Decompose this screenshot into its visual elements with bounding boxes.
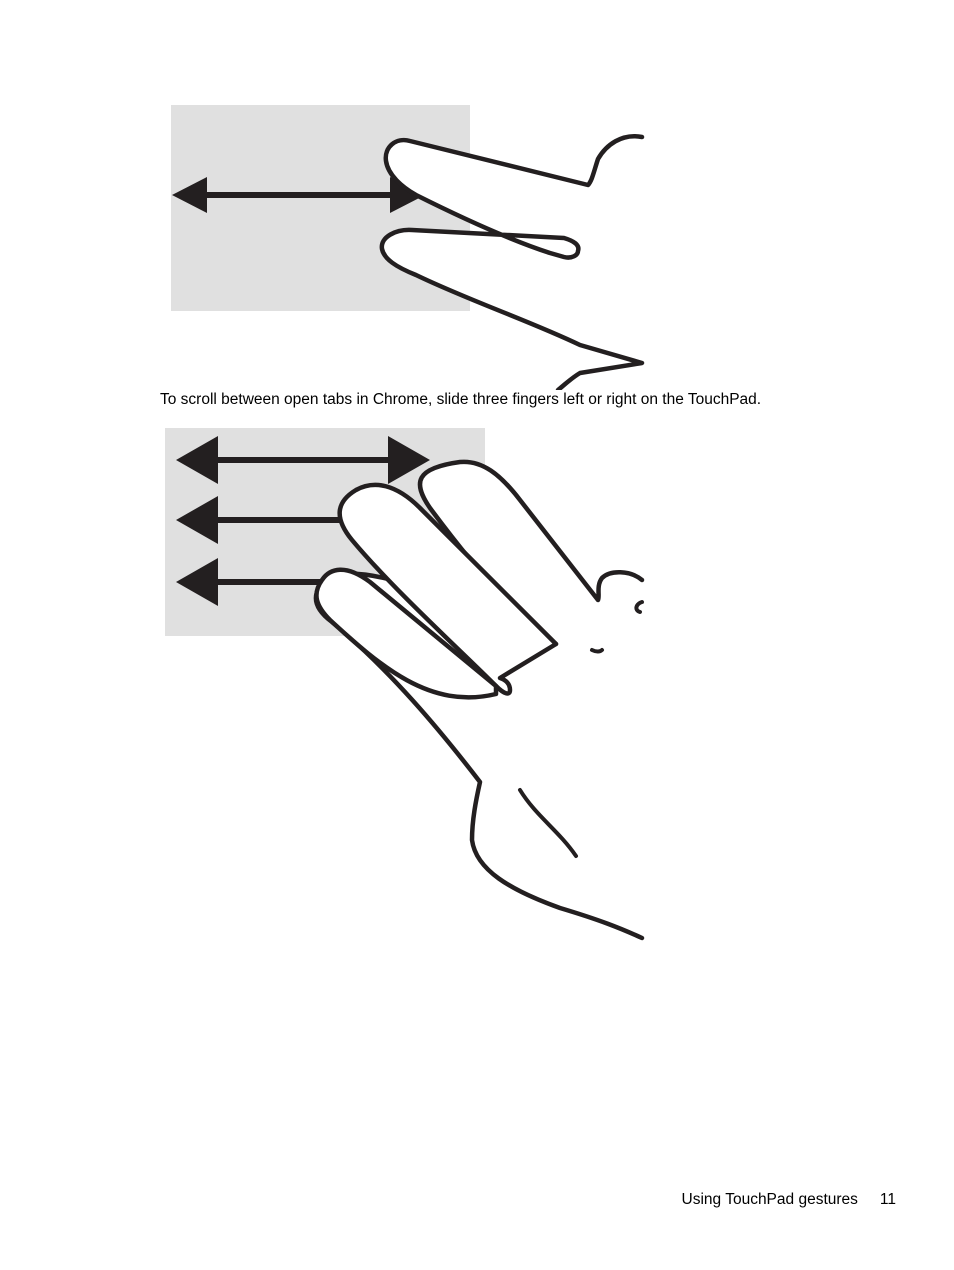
- page-footer: [682, 1190, 896, 1210]
- hand-icon: [316, 462, 642, 938]
- page-number: 11: [879, 1191, 896, 1208]
- two-finger-swipe-illustration: [160, 95, 650, 390]
- footer-section-title: Using TouchPad gestures: [681, 1191, 858, 1208]
- hand-icon: [382, 136, 642, 390]
- caption-text: To scroll between open tabs in Chrome, slide three fingers left or right on the TouchPad.: [160, 391, 762, 408]
- three-finger-swipe-illustration: [160, 420, 650, 945]
